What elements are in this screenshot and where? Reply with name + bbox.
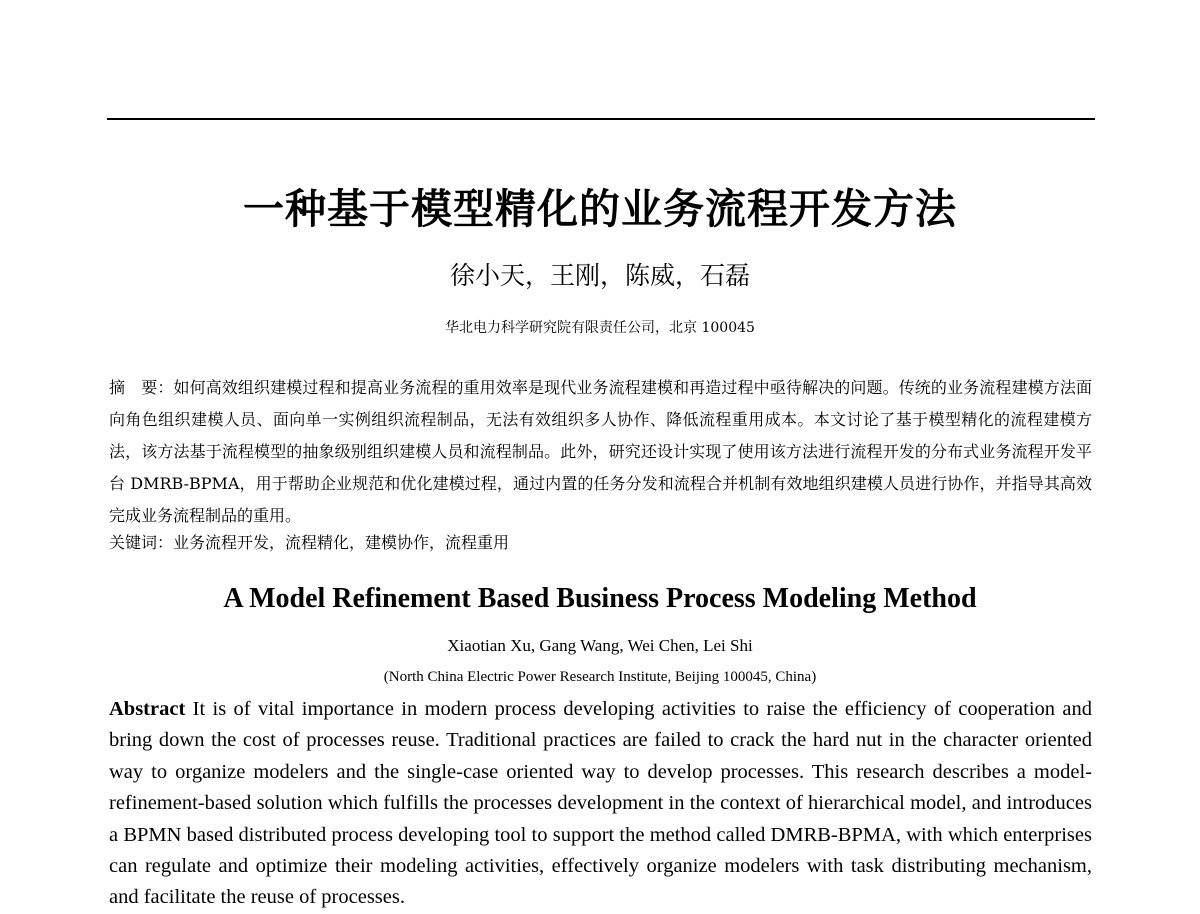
chinese-authors: 徐小天，王刚，陈威，石磊 <box>449 261 750 290</box>
chinese-abstract <box>109 372 1092 532</box>
english-affiliation: (North China Electric Power Research Institute, Beijing 100045, China) <box>383 669 817 685</box>
chinese-abstract-text: 如何高效组织建模过程和提高业务流程的重用效率是现代业务流程建模和再造过程中亟待解决的问题。传统的业务流程建模方法面向角色组织建模人员、面向单一实例组织流程制品，无法有效组织多人协作、降低流程重用成本。本文讨论了基于模型精化的流程建模方法，该方法基于流程模型的抽象级别组织建模人员和流程制品。此外，研究还设计实现了使用该方法进行流程开发的分布式业务流程开发平台 DMRB-BPMA，用于帮助企业规范和优化建模过程，通过内置的任务分发和流程合并机制有效地组织建模人员进行协作，并指导其高效完成业务流程制品的重用。 <box>109 378 1092 525</box>
chinese-keywords-label: 关键词： <box>109 533 174 552</box>
header-rule <box>107 118 1095 120</box>
chinese-keywords-text: 业务流程开发，流程精化，建模协作，流程重用 <box>173 533 510 552</box>
chinese-keywords <box>109 528 1092 558</box>
english-abstract-text: It is of vital importance in modern process developing activities to raise the efficiency of cooperation and bring down the cost of processes reuse. Traditional practices are failed to crack the hard nut in the character oriented way to organize modelers and the single-case oriented way to develop processes. This research describes a model-refinement-based solution which fulfills the processes development in the context of hierarchical model, and introduces a BPMN based distributed process developing tool to support the method called DMRB-BPMA, with which enterprises can regulate and optimize their modeling activities, effectively organize modelers with task distributing mechanism, and facilitate the reuse of processes. <box>109 698 1092 909</box>
chinese-abstract-label: 摘 要： <box>109 378 174 397</box>
english-abstract-label: Abstract <box>109 698 186 720</box>
chinese-affiliation: 华北电力科学研究院有限责任公司，北京 100045 <box>445 320 755 336</box>
chinese-title: 一种基于模型精化的业务流程开发方法 <box>243 185 957 233</box>
english-authors: Xiaotian Xu, Gang Wang, Wei Chen, Lei Shi <box>447 636 753 655</box>
english-abstract <box>109 694 1092 914</box>
english-title: A Model Refinement Based Business Process Modeling Method <box>223 583 977 614</box>
